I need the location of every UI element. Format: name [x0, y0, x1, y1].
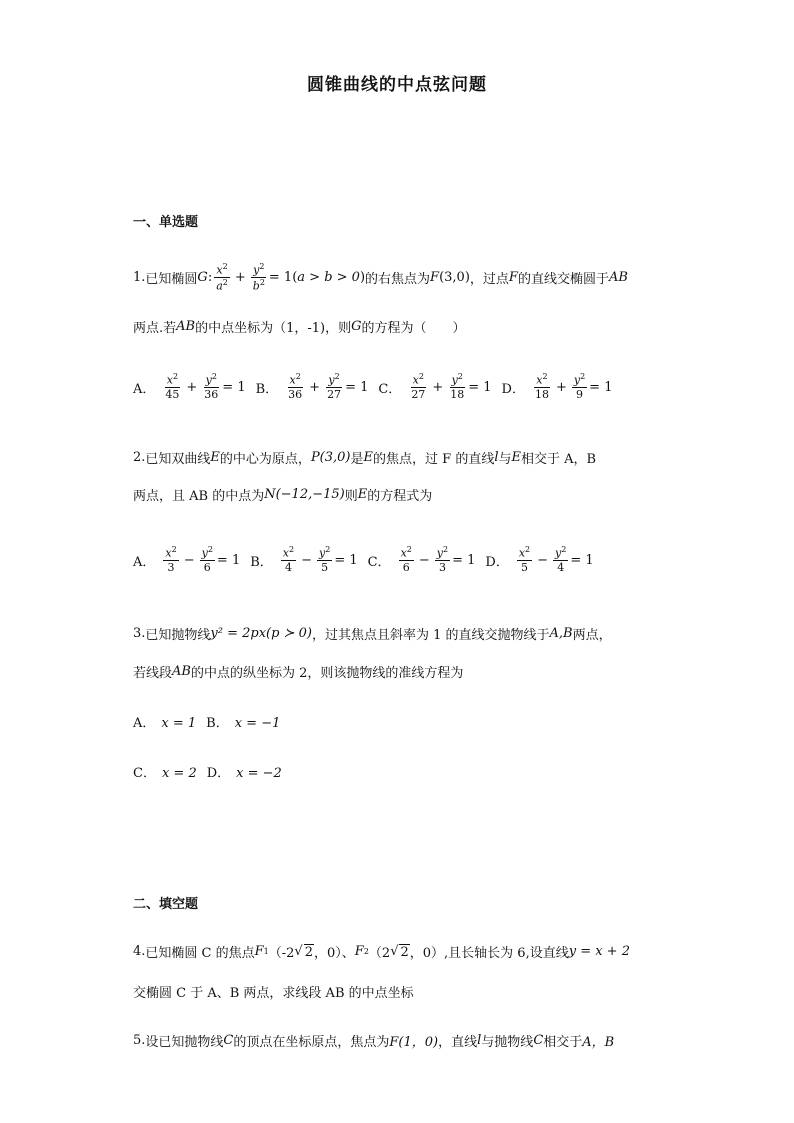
question-3-line-2: 若线段 AB 的中点的纵坐标为 2，则该抛物线的准线方程为	[133, 664, 464, 681]
question-4-line-2: 交椭圆 C 于 A、B 两点，求线段 AB 的中点坐标	[133, 986, 414, 1001]
option-D[interactable]: D． $\frac{x^2}{5}$ − $\frac{y^2}{4}$ = 1	[485, 545, 594, 575]
option-D[interactable]: D． $\frac{x^2}{18}$ + $\frac{y^2}{9}$ = 1	[501, 372, 613, 402]
option-C[interactable]: C． $\frac{x^2}{6}$ − $\frac{y^2}{3}$ = 1	[367, 545, 476, 575]
question-3-options-row-2	[133, 762, 282, 781]
option-A[interactable]: A． $\frac{x^2}{3}$ − $\frac{y^2}{6}$ = 1	[133, 545, 241, 575]
section-heading-fill-in: 二、填空题	[133, 897, 199, 912]
question-2-line-2: 两点，且 AB 的中点为 N(−12,−15) 则 E 的方程式为	[133, 487, 433, 504]
fraction-y-over-b: $\frac{y^2}{b^2}$	[252, 262, 265, 294]
question-number: 2.	[133, 450, 146, 465]
page-title: 圆锥曲线的中点弦问题	[307, 75, 487, 95]
question-number: 5.	[133, 1033, 146, 1048]
question-number: 4.	[133, 944, 146, 959]
question-3-options-row-1	[133, 712, 280, 731]
q1-G: G	[197, 270, 208, 286]
question-1-options	[133, 372, 612, 402]
option-C[interactable]: C． $\frac{x^2}{27}$ + $\frac{y^2}{18}$ = 1	[378, 372, 492, 402]
option-B[interactable]: B． $\frac{x^2}{4}$ − $\frac{y^2}{5}$ = 1	[250, 545, 358, 575]
question-4-line-1: 4. 已知椭圆 C 的焦点 F 1 （-2 √ 2 ，0）、 F 2 （2 √ 2 ，0）,且长轴长为 6,设直线 y = x + 2	[133, 944, 630, 961]
question-number: 1.	[133, 270, 146, 286]
question-number: 3.	[133, 626, 146, 641]
option-B[interactable]: B． x = −1	[206, 716, 281, 731]
q1-F: F	[430, 270, 440, 286]
option-B[interactable]: B． $\frac{x^2}{36}$ + $\frac{y^2}{27}$ = 1	[255, 372, 369, 402]
question-1-line-2: 两点.若 AB 的中点坐标为（1，-1)，则 G 的方程为（ ）	[133, 319, 466, 336]
q1-eq: = 1(	[268, 270, 298, 286]
option-A[interactable]: A． x = 1	[133, 716, 197, 731]
question-3-line-1: 3. 已知抛物线 y² = 2px(p ≻ 0) ，过其焦点且斜率为 1 的直线交抛物线于 A,B 两点，	[133, 626, 612, 643]
question-1-line-1: 1. 已知椭圆 G : $\frac{x^2}{a^2}$ + $\frac{y^2}{b^2}$ = 1( a > b > 0 ) 的右焦点为 F (3,0) ，过点 F 的直线交椭圆于 AB	[133, 262, 628, 294]
option-C[interactable]: C． x = 2	[133, 766, 197, 781]
fraction-x-over-a: $\frac{x^2}{a^2}$	[216, 262, 228, 294]
question-2-options	[133, 545, 594, 575]
q1-lead: 已知椭圆	[145, 272, 198, 288]
q1-mid1: 的右焦点为	[365, 272, 431, 288]
section-heading-single-choice: 一、单选题	[133, 215, 199, 230]
question-2-line-1: 2. 已知双曲线 E 的中心为原点， P(3,0) 是 E 的焦点，过 F 的直线 l 与 E 相交于 A，B	[133, 450, 597, 467]
q1-condition: a > b > 0	[297, 270, 360, 286]
question-5-line-1: 5. 设已知抛物线 C 的顶点在坐标原点，焦点为 F(1，0) ，直线 l 与抛物线 C 相交于 A，B	[133, 1033, 615, 1050]
q1-colon: :	[207, 270, 213, 286]
option-A[interactable]: A． $\frac{x^2}{45}$ + $\frac{y^2}{36}$ = 1	[133, 372, 246, 402]
option-D[interactable]: D． x = −2	[206, 766, 282, 781]
